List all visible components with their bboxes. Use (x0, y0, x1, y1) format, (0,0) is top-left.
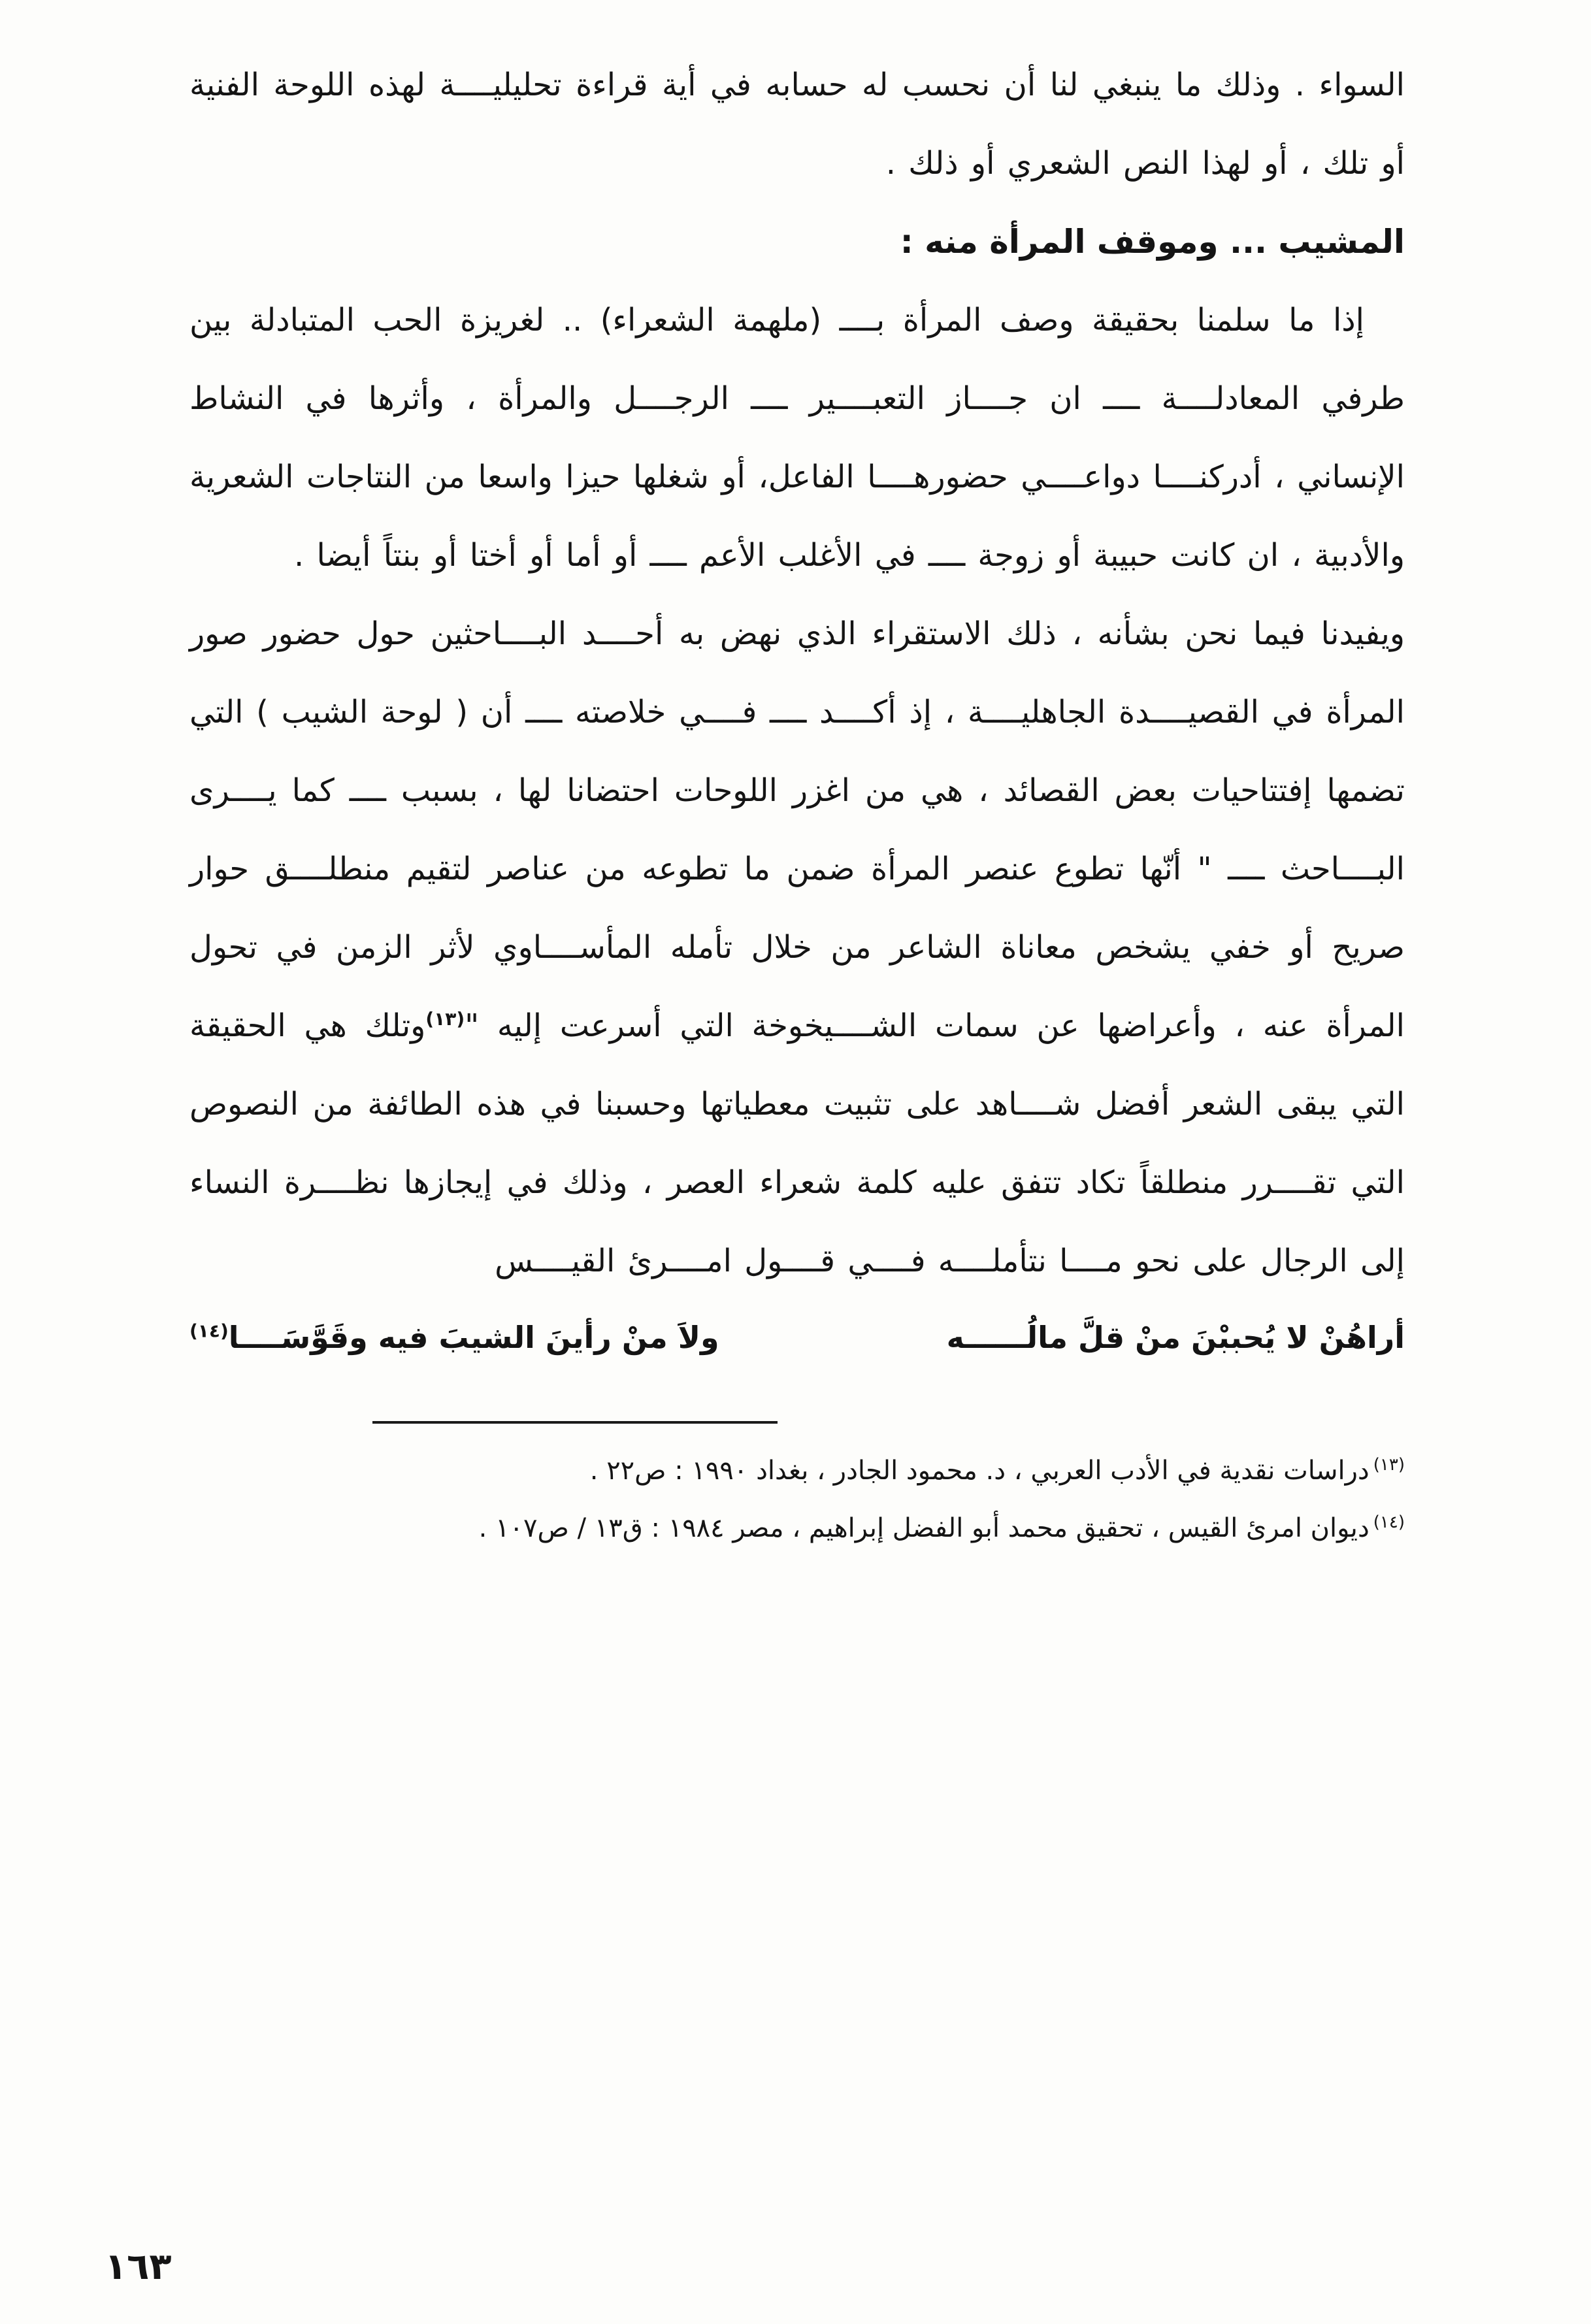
paragraph-continuation: السواء . وذلك ما ينبغي لنا أن نحسب له حسابه في أية قراءة تحليليــــة لهذه اللوحة الفنية أو تلك ، أو لهذا النص الشعري أو ذلك . (189, 67, 1405, 182)
footnote-13-text: دراسات نقدية في الأدب العربي ، د. محمود الجادر ، بغداد ١٩٩٠ : ص٢٢ . (589, 1456, 1370, 1486)
footnote-13-marker: (١٣) (1373, 1454, 1405, 1475)
verse-first-hemistich: أراهُنْ لا يُحببْنَ منْ قلَّ مالُــــــه (946, 1320, 1405, 1355)
footnote-14 (189, 1499, 1405, 1557)
footnote-14-marker: (١٤) (1373, 1512, 1405, 1532)
paragraph-1: إذا ما سلمنا بحقيقة وصف المرأة بــــ (ملهمة الشعراء) .. لغريزة الحب المتبادلة بين طرفي المعادلــــة ــــ ان جــــاز التعبــــير ــــ الرجــــل والمرأة ، وأثرها في النشاط الإنساني ، أدركنــــا دواعــــي حضورهــــا الفاعل، أو شغلها حيزا واسعا من النتاجات الشعرية والأدبية ، ان كانت حبيبة أو زوجة ــــ في الأغلب الأعم ــــ أو أما أو أختا أو بنتاً أيضا . (189, 302, 1405, 574)
poetry-line (189, 1300, 1405, 1375)
page-body (189, 46, 1405, 1557)
footnote-13 (189, 1442, 1405, 1499)
footnotes-section (189, 1442, 1405, 1557)
verse-second-hemistich-text: ولاَ منْ رأينَ الشيبَ فيه وقَوَّسَــــا (228, 1320, 719, 1355)
paragraph-2-text-continued: وتلك هي الحقيقة التي يبقى الشعر أفضل شــــاهد على تثبيت معطياتها وحسبنا في هذه الطائفة من النصوص التي تقــــرر منطلقاً تكاد تتفق عليه كلمة شعراء العصر ، وذلك في إيجازها نظــــرة النساء إلى الرجال على نحو مــــا نتأملــــه فــــي قــــول امــــرئ القيــــس (189, 1007, 1405, 1279)
paragraph-2 (189, 595, 1405, 1300)
footnote-14-text: ديوان امرئ القيس ، تحقيق محمد أبو الفضل إبراهيم ، مصر ١٩٨٤ : ق١٣ / ص١٠٧ . (478, 1513, 1370, 1543)
section-heading: المشيب ... وموقف المرأة منه : (900, 223, 1405, 261)
paragraph-2-text: ويفيدنا فيما نحن بشأنه ، ذلك الاستقراء الذي نهض به أحــــد البــــاحثين حول حضور صور المرأة في القصيــــدة الجاهليــــة ، إذ أكــــد ــــ فــــي خلاصته ــــ أن ( لوحة الشيب ) التي تضمها إفتتاحيات بعض القصائد ، هي من اغزر اللوحات احتضانا لها ، بسبب ــــ كما يــــرى البــــاحث ــــ " أنّها تطوع عنصر المرأة ضمن ما تطوعه من عناصر لتقيم منطلــــق حوار صريح أو خفي يشخص معاناة الشاعر من خلال تأمله المأســــاوي لأثر الزمن في تحول المرأة عنه ، وأعراضها عن سمات الشــــيخوخة التي أسرعت إليه " (189, 615, 1405, 1044)
footnote-ref-14: (١٤) (189, 1320, 229, 1342)
footnote-divider (372, 1421, 778, 1424)
footnote-ref-13: (١٣) (425, 1008, 465, 1030)
verse-second-hemistich (189, 1300, 719, 1375)
page-number: ١٦٣ (105, 2246, 172, 2288)
